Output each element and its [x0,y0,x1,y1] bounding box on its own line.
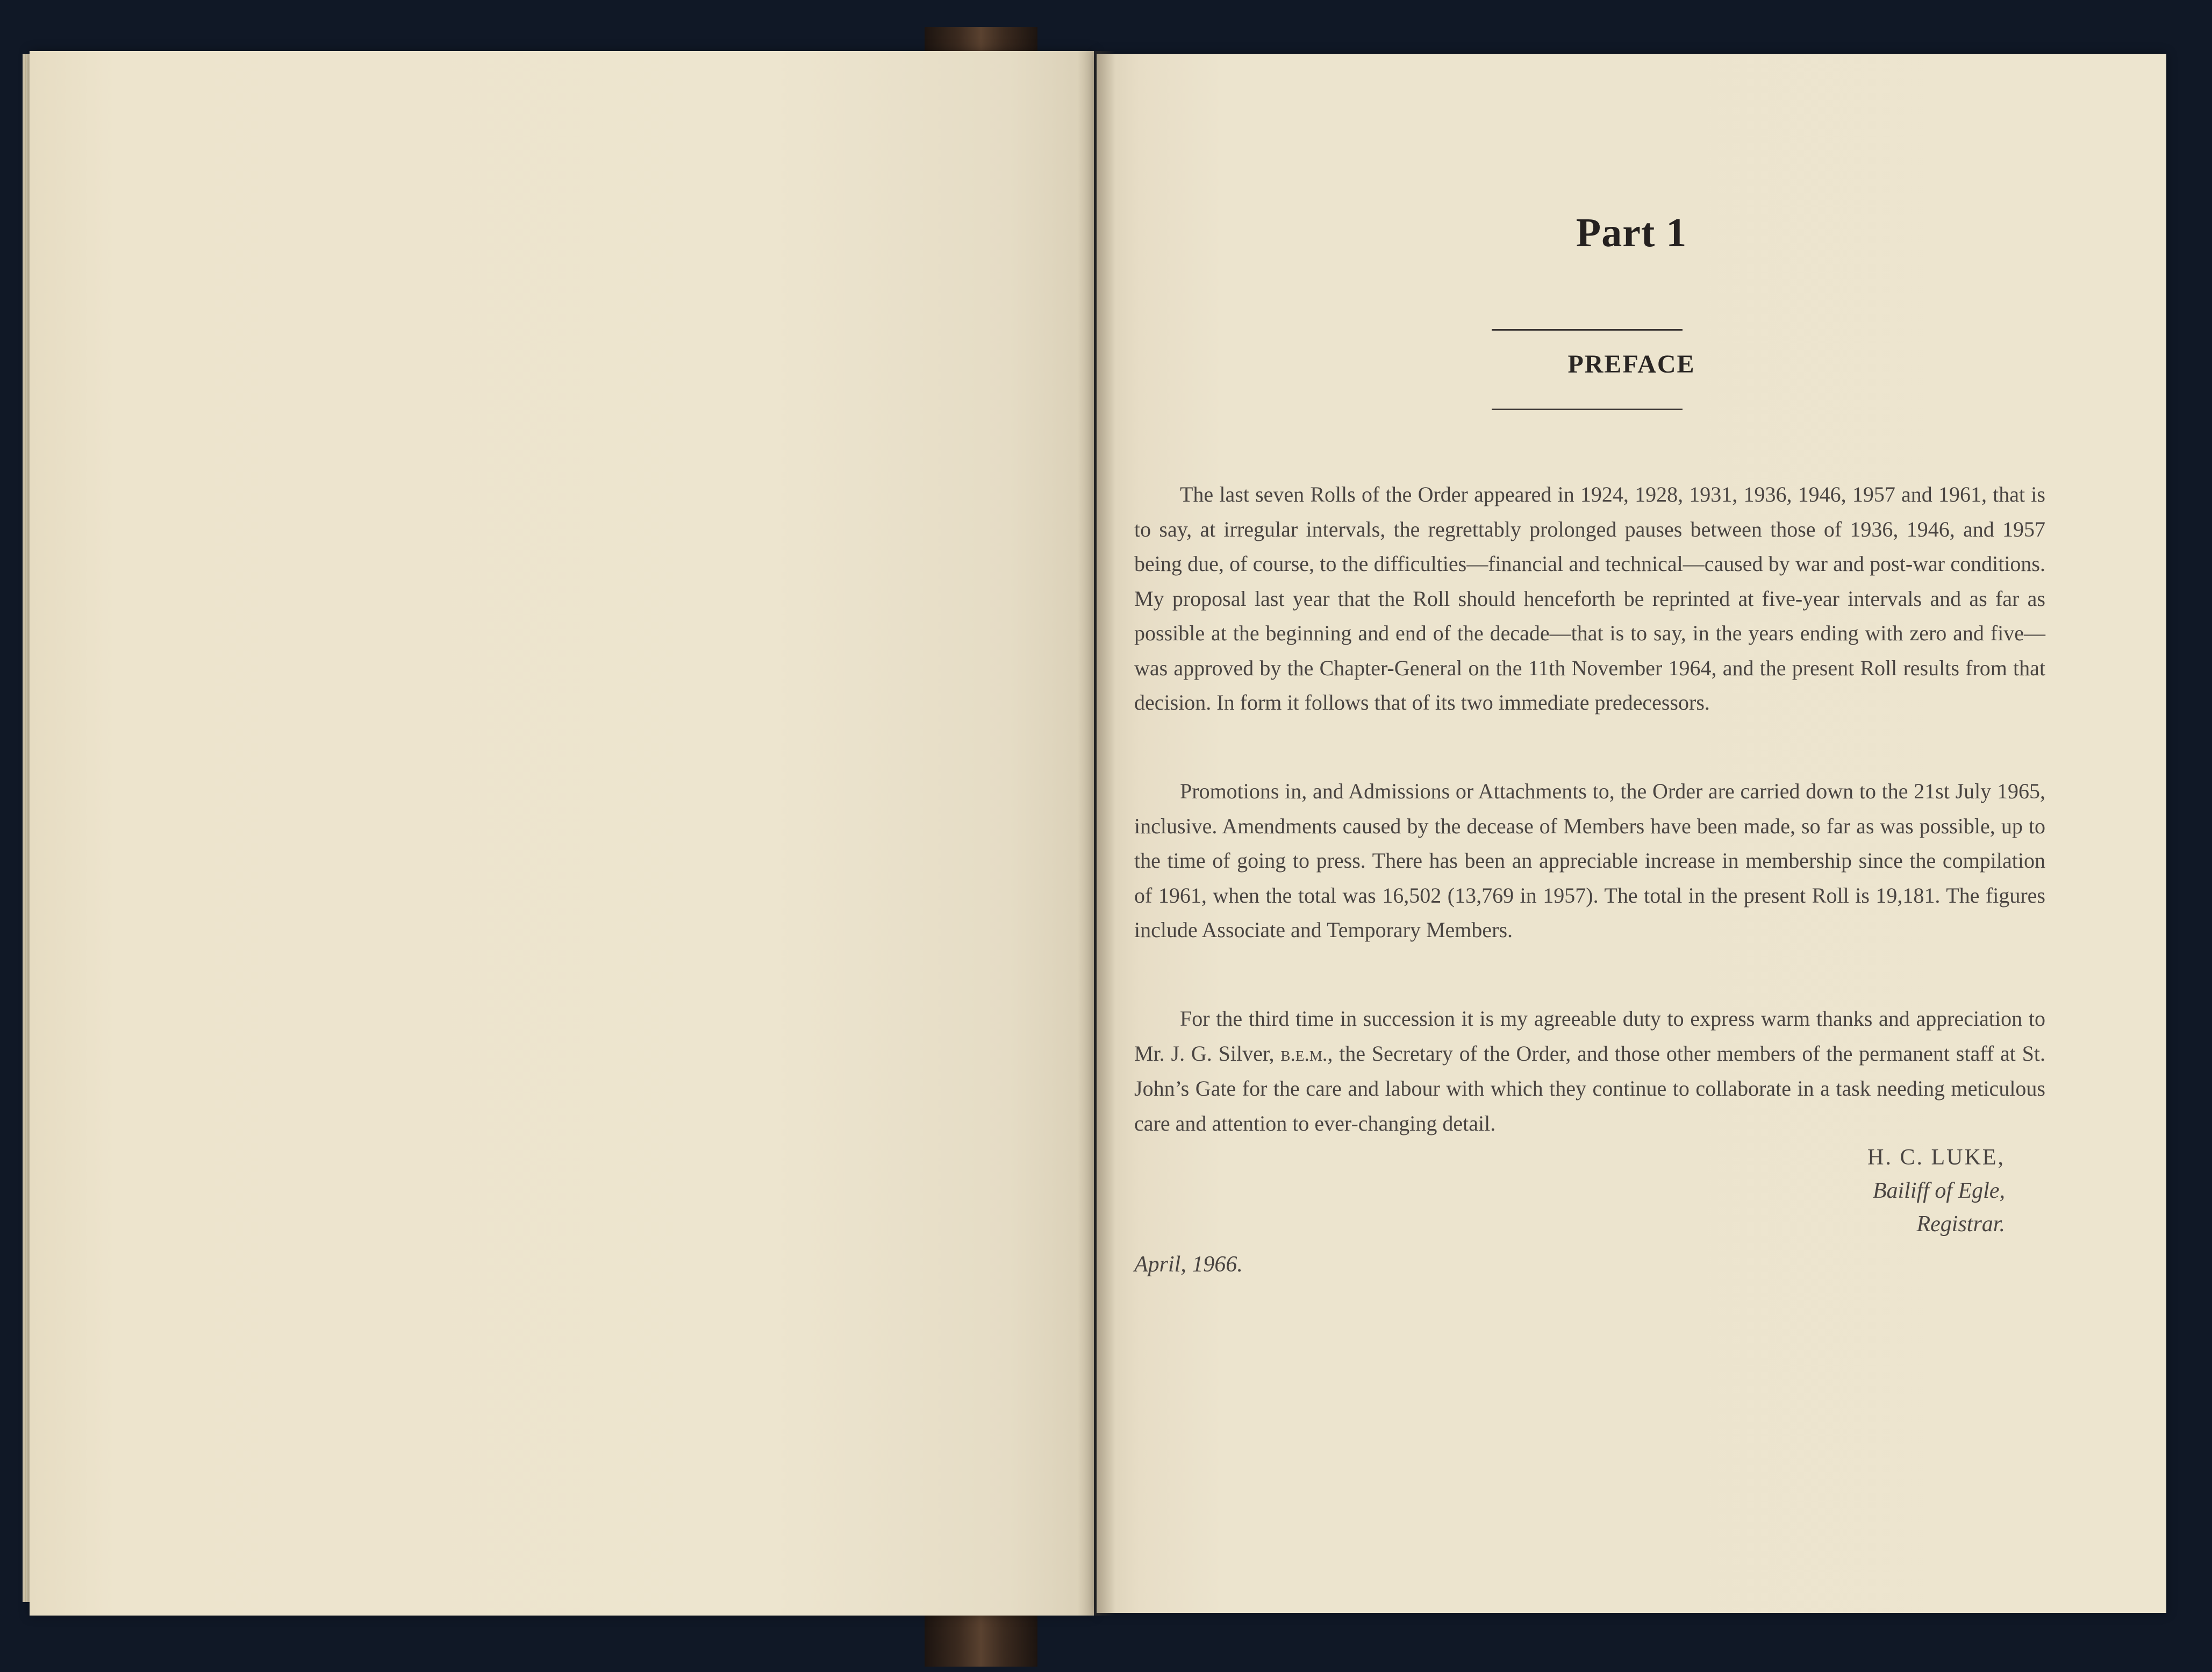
preface-paragraph-3 [1134,1002,2045,1141]
preface-paragraph-1: The last seven Rolls of the Order appeared in 1924, 1928, 1931, 1936, 1946, 1957 and 1961, that is to say, at irregular intervals, the regrettably prolonged pauses between those of 1936, 1946, and 1957 being due, of course, to the difficulties—financial and technical—caused by war and post-war conditions. My proposal last year that the Roll should henceforth be reprinted at five-year intervals and as far as possible at the beginning and end of the decade—that is to say, in the years ending with zero and five—was approved by the Chapter-General on the 11th November 1964, and the present Roll results from that decision. In form it follows that of its two immediate predecessors. [1134,482,2045,714]
part-title: Part 1 [1576,210,1687,255]
preface-heading: PREFACE [1567,350,1695,378]
signatory-title: Bailiff of Egle, [1872,1178,2005,1203]
heading-rule-bottom [1492,409,1683,410]
signatory-role: Registrar. [1916,1212,2005,1237]
gutter-shadow [1078,51,1115,1616]
signature-block [1867,1141,2005,1241]
paragraph-3-start: For the third time in succession it is my agreeable duty to express warm thanks and appreciation to Mr. J. G. Silver, [1134,1006,2045,1066]
page-edge-stack [23,54,30,1602]
preface-date: April, 1966. [1134,1252,1243,1277]
heading-rule-top [1492,329,1683,331]
honour-abbreviation: b.e.m. [1280,1042,1328,1066]
preface-paragraph-2: Promotions in, and Admissions or Attachments to, the Order are carried down to the 21st July 1965, inclusive. Amendments caused by the decease of Members have been made, so far as was possible, up to the time of going to press. There has been an appreciable increase in membership since the compilation of 1961, when the total was 16,502 (13,769 in 1957). The total in the present Roll is 19,181. The figures include Associate and Temporary Members. [1134,779,2045,942]
left-page-blank [30,51,1094,1616]
signatory-name: H. C. LUKE, [1867,1145,2005,1170]
paragraph-3-end: , the Secretary of the Order, and those other members of the permanent staff at St. John’s Gate for the care and labour with which they continue to collaborate in a task needing meticulous care and attention to ever-changing detail. [1134,1041,2045,1135]
